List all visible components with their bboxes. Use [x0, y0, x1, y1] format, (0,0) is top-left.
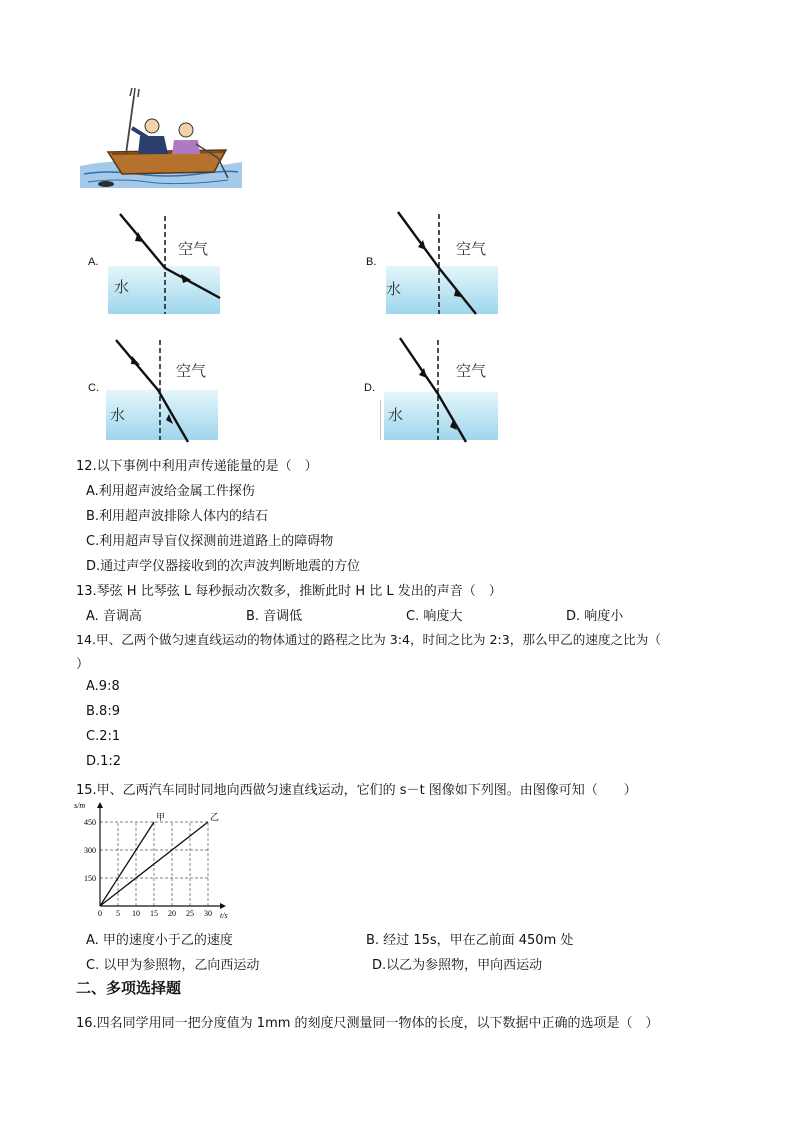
question-14-stem-cont: ） [76, 657, 90, 672]
question-13-option-c: C. 响度大 [406, 609, 463, 624]
water-label-c: 水 [110, 406, 126, 424]
x-tick-label: 5 [116, 909, 120, 918]
x-tick-label: 0 [98, 909, 102, 918]
boat-fishing-illustration [78, 88, 244, 194]
question-15-option-b: B. 经过 15s，甲在乙前面 450m 处 [366, 933, 574, 948]
x-tick-label: 15 [150, 909, 158, 918]
question-12-stem: 12.以下事例中利用声传递能量的是（ ） [76, 459, 318, 474]
question-14-option-a: A.9:8 [86, 679, 120, 694]
option-letter-c: C. [88, 382, 99, 394]
air-label-c: 空气 [176, 362, 207, 380]
y-axis-label: s/m [74, 801, 86, 810]
question-14-stem: 14.甲、乙两个做匀速直线运动的物体通过的路程之比为 3:4，时间之比为 2:3，那么甲乙的速度之比为（ [76, 632, 661, 647]
x-axis-arrow [220, 903, 226, 909]
x-tick-label: 30 [204, 909, 212, 918]
question-16-stem: 16.四名同学用同一把分度值为 1mm 的刻度尺测量同一物体的长度，以下数据中正确的选项是（ ） [76, 1016, 659, 1031]
question-14-option-b: B.8:9 [86, 704, 120, 719]
question-13-option-b: B. 音调低 [246, 609, 303, 624]
air-label-b: 空气 [456, 240, 487, 258]
water-label-b: 水 [386, 280, 402, 298]
option-letter-a: A. [88, 256, 99, 268]
option-letter-b: B. [366, 256, 377, 268]
x-tick-label: 25 [186, 909, 194, 918]
y-tick-label: 450 [84, 818, 96, 827]
question-12-option-d: D.通过声学仪器接收到的次声波判断地震的方位 [86, 559, 361, 574]
question-13-stem: 13.琴弦 H 比琴弦 L 每秒振动次数多，推断此时 H 比 L 发出的声音（ ） [76, 584, 502, 599]
y-tick-label: 150 [84, 874, 96, 883]
refraction-diagram-a [108, 212, 228, 316]
y-axis-arrow [97, 802, 103, 808]
question-15-option-a: A. 甲的速度小于乙的速度 [86, 933, 233, 948]
question-12-option-b: B.利用超声波排除人体内的结石 [86, 509, 269, 524]
x-tick-label: 10 [132, 909, 140, 918]
question-15-option-d: D.以乙为参照物，甲向西运动 [372, 958, 543, 973]
water-label-a: 水 [114, 278, 130, 296]
question-15-option-c: C. 以甲为参照物，乙向西运动 [86, 958, 260, 973]
refraction-diagram-c [106, 338, 222, 444]
air-label-d: 空气 [456, 362, 487, 380]
question-12-option-c: C.利用超声导盲仪探测前进道路上的障碍物 [86, 534, 334, 549]
water-label-d: 水 [388, 406, 404, 424]
question-15-stem: 15.甲、乙两汽车同时同地向西做匀速直线运动，它们的 s－t 图像如下列图。由图像可知（ ） [76, 783, 637, 798]
st-graph [72, 800, 232, 926]
question-13-option-a: A. 音调高 [86, 609, 142, 624]
question-12-option-a: A.利用超声波给金属工件探伤 [86, 484, 255, 499]
x-axis-label: t/s [220, 911, 228, 920]
series-label-yi: 乙 [210, 813, 220, 823]
x-tick-label: 20 [168, 909, 176, 918]
y-tick-label: 300 [84, 846, 96, 855]
refraction-diagram-d [380, 336, 502, 444]
question-14-option-c: C.2:1 [86, 729, 121, 744]
series-label-jia: 甲 [156, 813, 166, 823]
section-title: 二、多项选择题 [76, 979, 182, 997]
refraction-diagram-b [384, 210, 504, 316]
air-label-a: 空气 [178, 240, 209, 258]
question-13-option-d: D. 响度小 [566, 609, 624, 624]
option-letter-d: D. [364, 382, 375, 394]
series-line-jia [100, 822, 154, 906]
question-14-option-d: D.1:2 [86, 754, 122, 769]
